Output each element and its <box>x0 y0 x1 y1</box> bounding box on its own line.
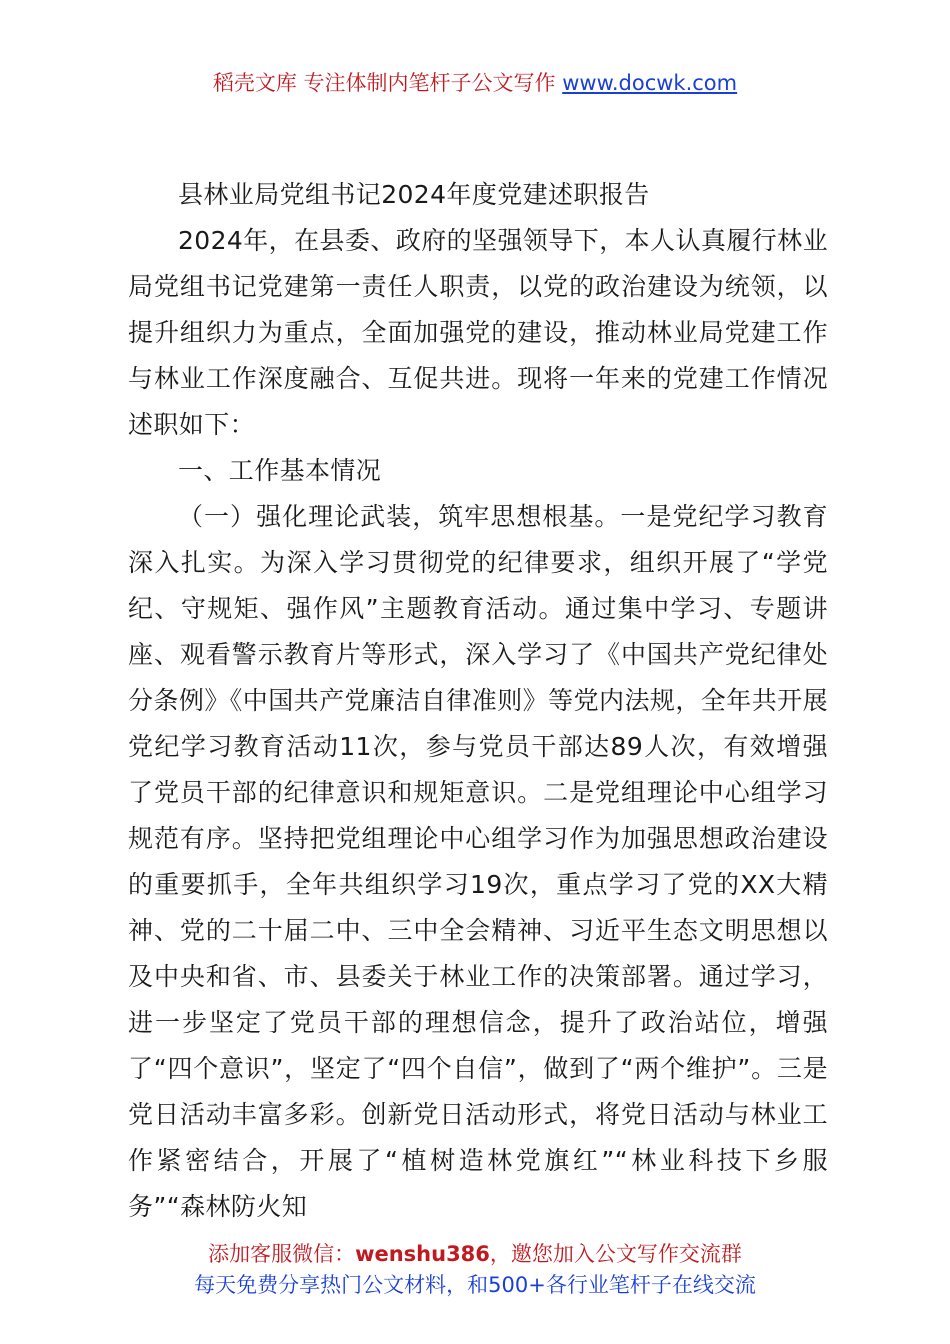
watermark-header <box>0 68 950 98</box>
footer-wechat-id: wenshu386 <box>355 1242 490 1266</box>
header-url-link[interactable]: www.docwk.com <box>562 71 738 95</box>
section-heading: 一、工作基本情况 <box>178 456 382 485</box>
footer-contact-suffix: ，邀您加入公文写作交流群 <box>489 1242 742 1266</box>
document-title: 县林业局党组书记2024年度党建述职报告 <box>178 180 650 209</box>
paragraph-section-1: （一）强化理论武装，筑牢思想根基。一是党纪学习教育深入扎实。为深入学习贯彻党的纪律要求，组织开展了“学党纪、守规矩、强作风”主题教育活动。通过集中学习、专题讲座、观看警示教育片等形式，深入学习了《中国共产党纪律处分条例》《中国共产党廉洁自律准则》等党内法规，全年共开展党纪学习教育活动11次，参与党员干部达89人次，有效增强了党员干部的纪律意识和规矩意识。二是党组理论中心组学习规范有序。坚持把党组理论中心组学习作为加强思想政治建设的重要抓手，全年共组织学习19次，重点学习了党的XX大精神、党的二十届二中、三中全会精神、习近平生态文明思想以及中央和省、市、县委关于林业工作的决策部署。通过学习，进一步坚定了党员干部的理想信念，提升了政治站位，增强了“四个意识”，坚定了“四个自信”，做到了“两个维护”。三是党日活动丰富多彩。创新党日活动形式，将党日活动与林业工作紧密结合，开展了“植树造林党旗红”“林业科技下乡服务”“森林防火知 <box>128 502 828 1221</box>
paragraph-intro: 2024年，在县委、政府的坚强领导下，本人认真履行林业局党组书记党建第一责任人职责，以党的政治建设为统领，以提升组织力为重点，全面加强党的建设，推动林业局党建工作与林业工作深度融合、互促共进。现将一年来的党建工作情况述职如下： <box>128 226 828 439</box>
footer-promo-line: 每天免费分享热门公文材料，和500+各行业笔杆子在线交流 <box>194 1273 756 1297</box>
document-body <box>128 172 828 1230</box>
footer-contact-line <box>0 1239 950 1270</box>
header-brand: 稻壳文库 专注体制内笔杆子公文写作 <box>212 71 556 95</box>
footer-contact-prefix: 添加客服微信： <box>208 1242 356 1266</box>
watermark-footer <box>0 1239 950 1301</box>
